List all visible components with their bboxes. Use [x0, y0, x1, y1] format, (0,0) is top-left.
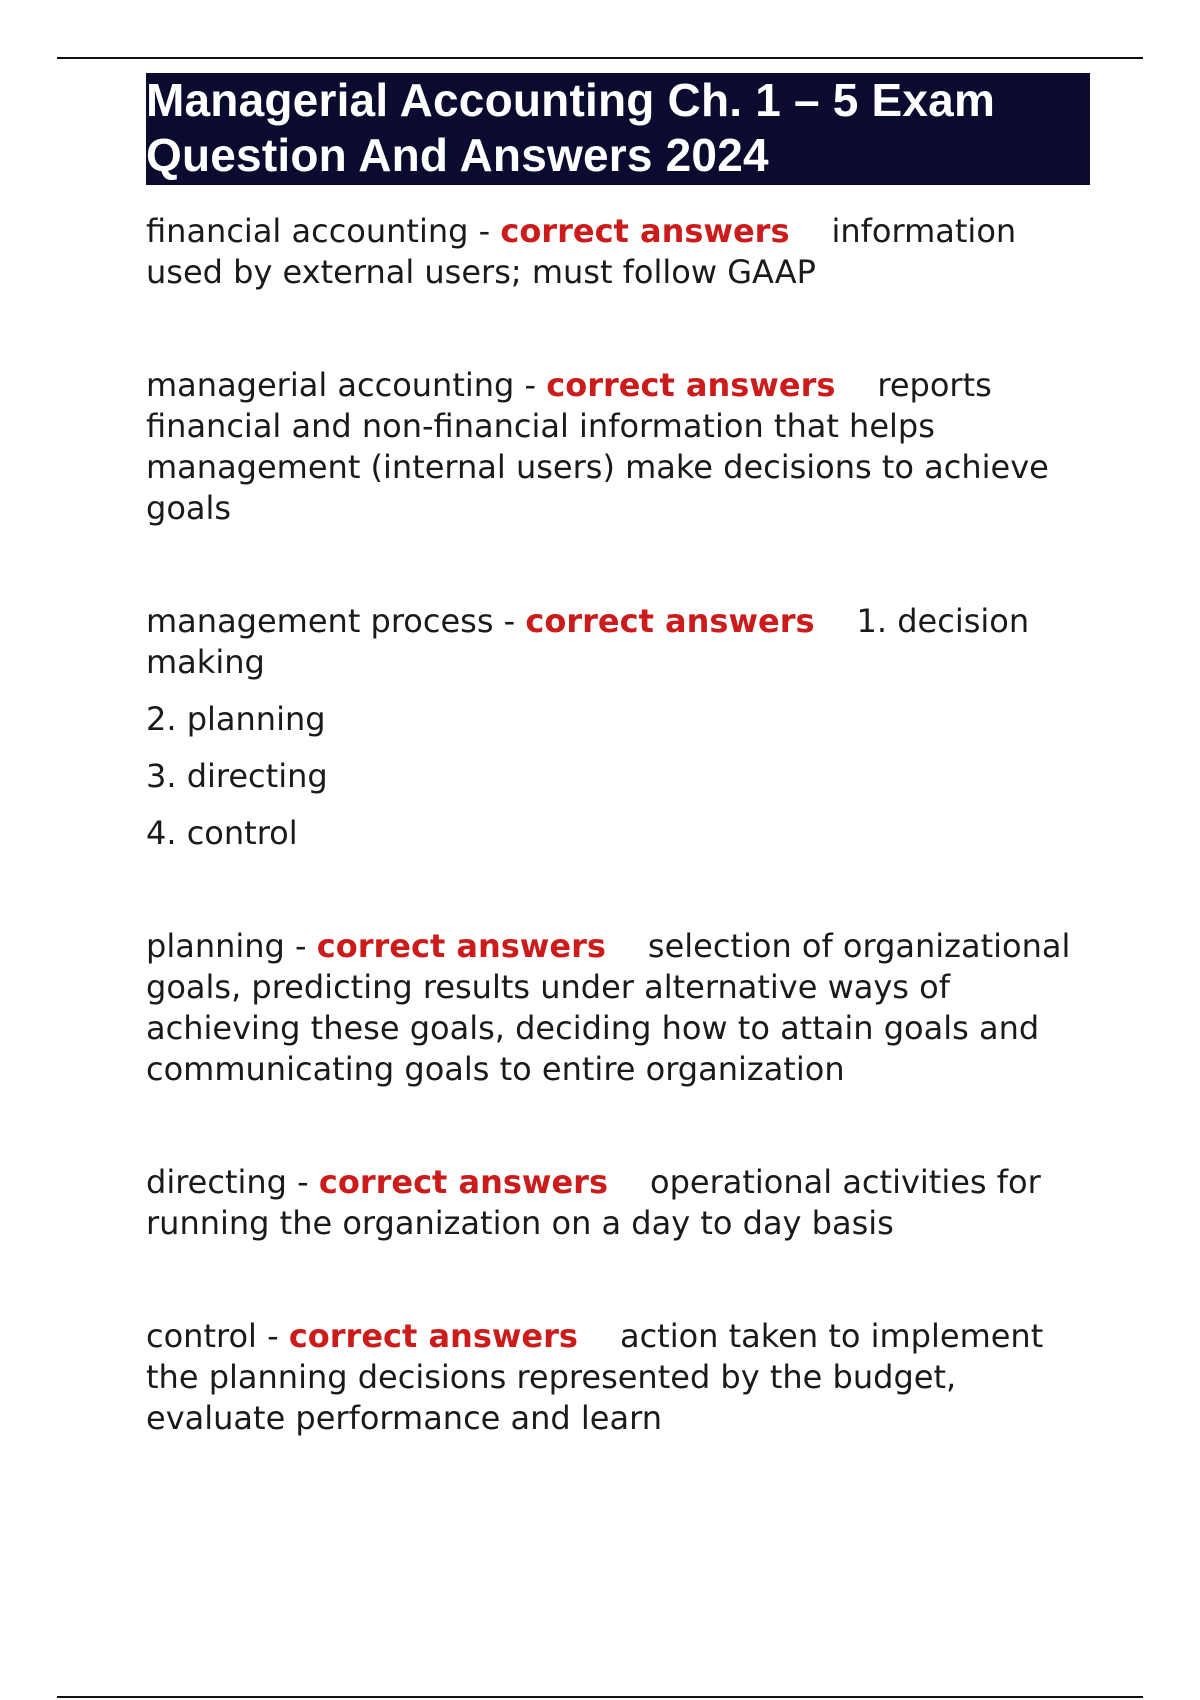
list-item: 3. directing	[146, 757, 328, 795]
qa-term: planning	[146, 927, 285, 965]
bottom-rule	[57, 1696, 1143, 1698]
qa-item	[146, 926, 1090, 1090]
qa-answer: action taken to implement the planning decisions represented by the budget, evaluate performance and learn	[146, 1317, 1044, 1437]
document-body	[146, 73, 1090, 1439]
qa-item	[146, 1162, 1090, 1244]
qa-term: directing	[146, 1163, 287, 1201]
correct-answers-marker: correct answers	[318, 1163, 608, 1201]
qa-term: control	[146, 1317, 257, 1355]
qa-answer: operational activities for running the organization on a day to day basis	[146, 1163, 1041, 1242]
qa-item	[146, 211, 1090, 293]
qa-separator: -	[286, 1163, 319, 1201]
correct-answers-marker: correct answers	[288, 1317, 578, 1355]
qa-answer: 1. decision making	[146, 602, 1030, 681]
correct-answers-marker: correct answers	[546, 366, 836, 404]
correct-answers-marker: correct answers	[525, 602, 815, 640]
qa-term: financial accounting	[146, 212, 469, 250]
correct-answers-marker: correct answers	[500, 212, 790, 250]
qa-item	[146, 1316, 1090, 1439]
top-rule	[57, 57, 1143, 59]
qa-answer: information used by external users; must follow GAAP	[146, 212, 1017, 291]
qa-answer: reports financial and non-financial information that helps management (internal users) make decisions to achieve goals	[146, 366, 1049, 527]
correct-answers-marker: correct answers	[316, 927, 606, 965]
qa-separator: -	[284, 927, 317, 965]
qa-separator: -	[493, 602, 526, 640]
qa-separator: -	[256, 1317, 289, 1355]
document-title: Managerial Accounting Ch. 1 – 5 Exam Question And Answers 2024	[146, 73, 1090, 185]
qa-term: managerial accounting	[146, 366, 515, 404]
list-item: 2. planning	[146, 700, 326, 738]
list-item: 4. control	[146, 814, 298, 852]
qa-separator: -	[468, 212, 501, 250]
qa-item	[146, 601, 1090, 854]
qa-answer: selection of organizational goals, predicting results under alternative ways of achieving these goals, deciding how to attain goals and communicating goals to entire organization	[146, 927, 1071, 1088]
qa-item	[146, 365, 1090, 529]
qa-separator: -	[514, 366, 547, 404]
qa-term: management process	[146, 602, 494, 640]
